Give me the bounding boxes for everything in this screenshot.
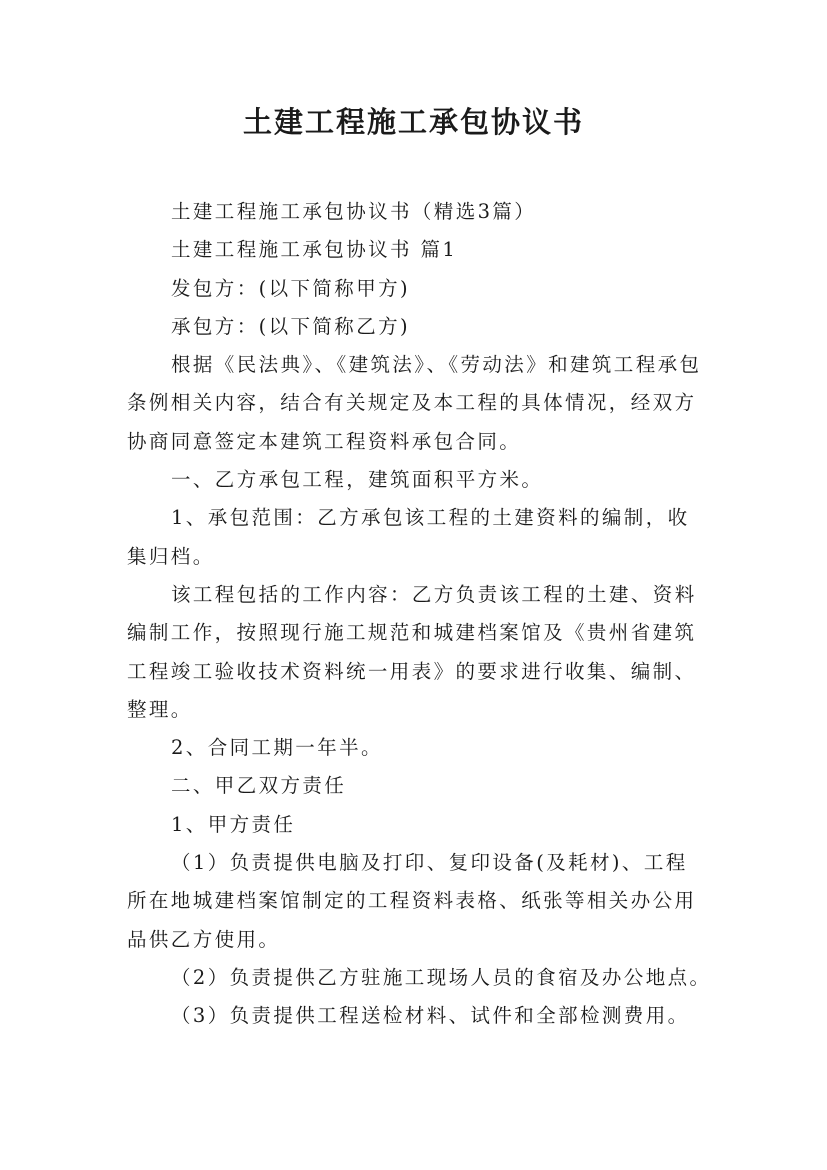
clause-line: 集归档。: [127, 544, 215, 568]
paragraph-line: 工程竣工验收技术资料统一用表》的要求进行收集、编制、: [127, 659, 697, 683]
clause-line: 一、乙方承包工程，建筑面积平方米。: [171, 468, 544, 492]
item-line: 品供乙方使用。: [127, 927, 281, 951]
subsection-heading: 1、甲方责任: [171, 812, 296, 836]
paragraph-line: 编制工作，按照现行施工规范和城建档案馆及《贵州省建筑: [127, 621, 697, 645]
party-b-line: 承包方：(以下简称乙方): [171, 314, 411, 338]
clause-line: 1、承包范围：乙方承包该工程的土建资料的编制，收: [171, 506, 690, 530]
paragraph-line: 条例相关内容，结合有关规定及本工程的具体情况，经双方: [127, 391, 697, 415]
item-line: 所在地城建档案馆制定的工程资料表格、纸张等相关办公用: [127, 889, 697, 913]
paragraph-line: 该工程包括的工作内容：乙方负责该工程的土建、资料: [171, 582, 697, 606]
paragraph-line: 协商同意签定本建筑工程资料承包合同。: [127, 429, 522, 453]
item-line: （3）负责提供工程送检材料、试件和全部检测费用。: [171, 1004, 690, 1028]
clause-line: 2、合同工期一年半。: [171, 736, 383, 760]
section-heading: 土建工程施工承包协议书 篇1: [171, 238, 458, 262]
section-heading: 二、甲乙双方责任: [171, 774, 347, 798]
party-a-line: 发包方：(以下简称甲方): [171, 276, 411, 300]
document-title: 土建工程施工承包协议书: [242, 105, 584, 139]
paragraph-line: 根据《民法典》、《建筑法》、《劳动法》和建筑工程承包: [171, 353, 702, 377]
item-line: （2）负责提供乙方驻施工现场人员的食宿及办公地点。: [171, 965, 712, 989]
item-line: （1）负责提供电脑及打印、复印设备(及耗材)、工程: [171, 851, 688, 875]
paragraph-line: 整理。: [127, 697, 193, 721]
document-body: [127, 193, 717, 1036]
subtitle-line: 土建工程施工承包协议书（精选3篇）: [171, 200, 537, 223]
